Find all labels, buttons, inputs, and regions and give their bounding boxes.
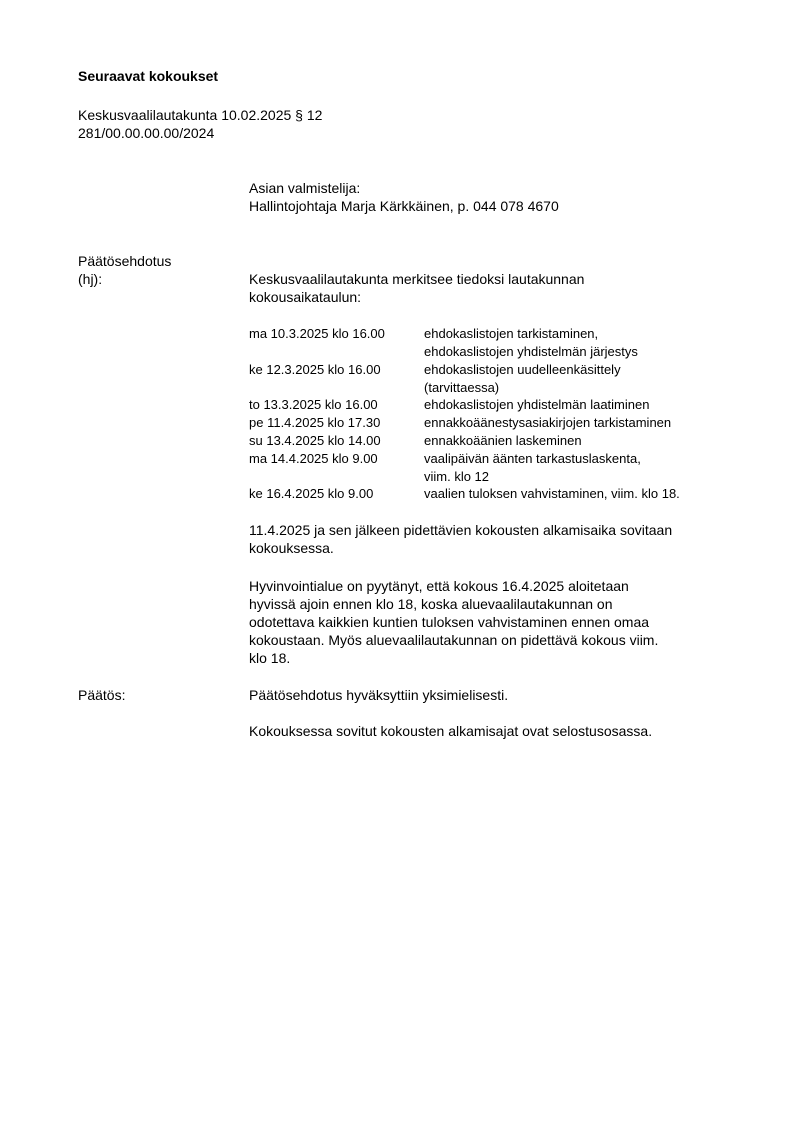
- paragraph-line: kokouksessa.: [249, 540, 334, 556]
- paragraph-line: kokoustaan. Myös aluevaalilautakunnan on pidettävä kokous viim.: [249, 632, 659, 648]
- paragraph-line: hyvissä ajoin ennen klo 18, koska aluevaalilautakunnan on: [249, 596, 613, 612]
- closing-text: Kokouksessa sovitut kokousten alkamisajat ovat selostusosassa.: [249, 723, 653, 739]
- meeting-line: Keskusvaalilautakunta 10.02.2025 § 12: [78, 107, 323, 123]
- schedule-desc: ehdokaslistojen yhdistelmän järjestys: [424, 344, 638, 359]
- schedule-desc: vaalien tuloksen vahvistaminen, viim. klo 18.: [424, 486, 680, 501]
- schedule-desc: viim. klo 12: [424, 469, 490, 484]
- record-number: 281/00.00.00.00/2024: [78, 125, 215, 141]
- proposal-label-suffix: (hj):: [78, 271, 103, 287]
- paragraph-line: klo 18.: [249, 650, 291, 666]
- decision-label: Päätös:: [78, 687, 126, 703]
- preparer-name: Hallintojohtaja Marja Kärkkäinen, p. 044 078 4670: [249, 198, 559, 214]
- paragraph-line: odotettava kaikkien kuntien tuloksen vahvistaminen ennen omaa: [249, 614, 650, 630]
- schedule-date: to 13.3.2025 klo 16.00: [249, 397, 378, 412]
- schedule-desc: ehdokaslistojen yhdistelmän laatiminen: [424, 397, 650, 412]
- schedule-desc: ennakkoäänien laskeminen: [424, 433, 582, 448]
- preparer-label: Asian valmistelija:: [249, 180, 361, 196]
- decision-text: Päätösehdotus hyväksyttiin yksimielisesti.: [249, 687, 509, 703]
- proposal-label: Päätösehdotus: [78, 253, 172, 269]
- paragraph-line: Hyvinvointialue on pyytänyt, että kokous 16.4.2025 aloitetaan: [249, 578, 629, 594]
- schedule-desc: vaalipäivän äänten tarkastuslaskenta,: [424, 451, 641, 466]
- page-title: Seuraavat kokoukset: [78, 68, 219, 84]
- schedule-date: ma 10.3.2025 klo 16.00: [249, 326, 385, 341]
- schedule-desc: ehdokaslistojen uudelleenkäsittely: [424, 362, 621, 377]
- schedule-date: pe 11.4.2025 klo 17.30: [249, 415, 381, 430]
- schedule-date: ke 12.3.2025 klo 16.00: [249, 362, 381, 377]
- schedule-date: ke 16.4.2025 klo 9.00: [249, 486, 374, 501]
- proposal-text: Keskusvaalilautakunta merkitsee tiedoksi lautakunnan: [249, 271, 585, 287]
- schedule-desc: ehdokaslistojen tarkistaminen,: [424, 326, 599, 341]
- proposal-text-continued: kokousaikataulun:: [249, 289, 362, 305]
- schedule-desc: ennakkoäänestysasiakirjojen tarkistaminen: [424, 415, 672, 430]
- schedule-date: ma 14.4.2025 klo 9.00: [249, 451, 378, 466]
- paragraph-line: 11.4.2025 ja sen jälkeen pidettävien kokousten alkamisaika sovitaan: [249, 522, 673, 538]
- schedule-desc: (tarvittaessa): [424, 380, 500, 395]
- schedule-date: su 13.4.2025 klo 14.00: [249, 433, 381, 448]
